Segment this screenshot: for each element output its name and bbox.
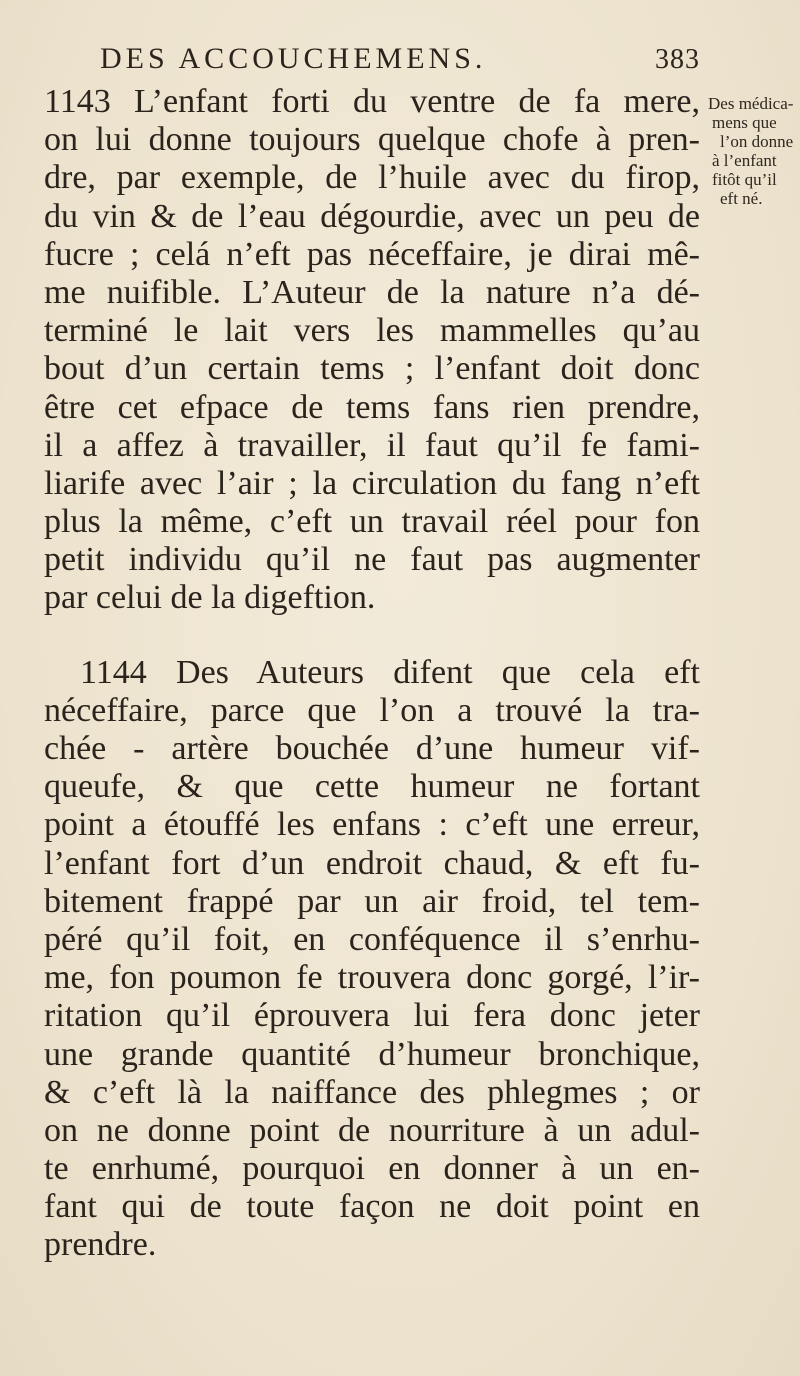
text-line: bout d’un certain tems ; l’enfant doit donc	[44, 350, 700, 388]
text-line: néceffaire, parce que l’on a trouvé la tra-	[44, 691, 700, 729]
text-line: petit individu qu’il ne faut pas augmenter	[44, 541, 700, 579]
marginal-note-line: Des médica-	[708, 94, 794, 113]
text-line: me, fon poumon fe trouvera donc gorgé, l’ir-	[44, 959, 700, 997]
marginal-note-line: fitôt qu’il	[712, 170, 777, 189]
text-line: l’enfant fort d’un endroit chaud, & eft fu-	[44, 844, 700, 882]
paragraph-gap	[44, 618, 700, 654]
text-line: on lui donne toujours quelque chofe à pren-	[44, 121, 700, 159]
marginal-note	[708, 94, 800, 208]
text-line: fucre ; celá n’eft pas néceffaire, je dirai mê-	[44, 235, 700, 273]
text-line: ritation qu’il éprouvera lui fera donc jeter	[44, 997, 700, 1035]
text-line: 1143 L’enfant forti du ventre de fa mere,	[44, 83, 700, 120]
marginal-note-line: à l’enfant	[712, 151, 777, 170]
text-line: être cet efpace de tems fans rien prendre,	[44, 388, 700, 426]
text-line: te enrhumé, pourquoi en donner à un en-	[44, 1150, 700, 1188]
text-line: bitement frappé par un air froid, tel tem-	[44, 882, 700, 920]
page-number: 383	[655, 44, 700, 75]
text-line: chée - artère bouchée d’une humeur vif-	[44, 730, 700, 767]
running-head-title: DES ACCOUCHEMENS.	[100, 42, 487, 75]
text-line: liarife avec l’air ; la circulation du fang n’eft	[44, 464, 700, 502]
marginal-note-line: eft né.	[720, 189, 763, 208]
text-line: fant qui de toute façon ne doit point en	[44, 1188, 700, 1226]
text-line: queufe, & que cette humeur ne fortant	[44, 768, 700, 806]
text-line: par celui de la digeftion.	[44, 579, 376, 617]
text-line: du vin & de l’eau dégourdie, avec un peu de	[44, 197, 700, 235]
text-line: on ne donne point de nourriture à un adul-	[44, 1111, 700, 1149]
text-line: dre, par exemple, de l’huile avec du firop,	[44, 159, 700, 197]
marginal-note-line: l’on donne	[720, 132, 794, 151]
text-line: il a affez à travailler, il faut qu’il fe fami-	[44, 426, 700, 464]
text-line: prendre.	[44, 1226, 157, 1264]
text-line: une grande quantité d’humeur bronchique,	[44, 1035, 700, 1073]
text-line: plus la même, c’eft un travail réel pour fon	[44, 503, 700, 541]
text-line: me nuifible. L’Auteur de la nature n’a dé-	[44, 273, 700, 311]
text-line: terminé le lait vers les mammelles qu’au	[44, 312, 700, 350]
body-text	[44, 83, 700, 1265]
marginal-note-line: mens que	[712, 113, 777, 132]
running-head	[100, 42, 700, 76]
text-line: & c’eft là la naiffance des phlegmes ; or	[44, 1073, 700, 1111]
text-line: point a étouffé les enfans : c’eft une erreur,	[44, 806, 700, 844]
text-line: péré qu’il foit, en conféquence il s’enrhu-	[44, 920, 700, 958]
text-line: 1144 Des Auteurs difent que cela eft	[80, 653, 700, 691]
